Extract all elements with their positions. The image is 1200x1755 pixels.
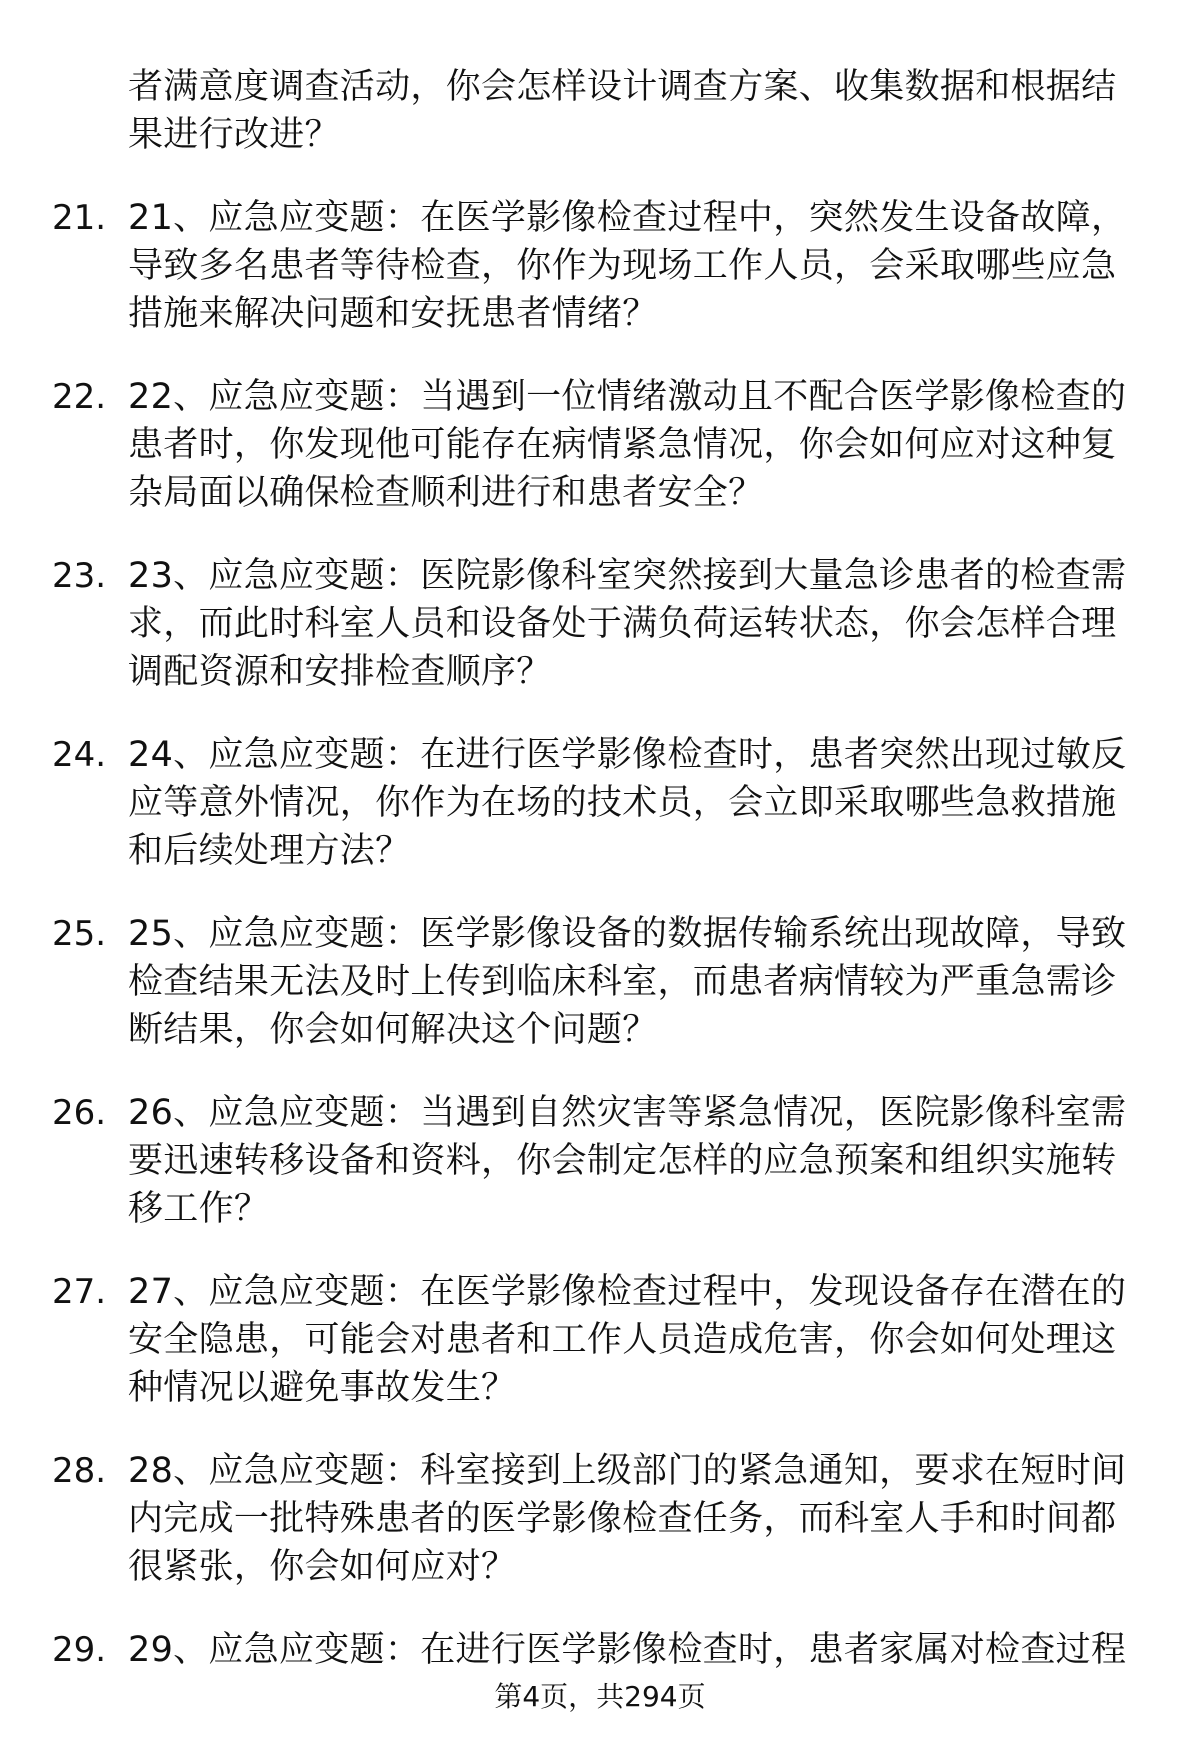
document-body xyxy=(0,63,1200,1674)
question-continuation xyxy=(0,63,1200,159)
page-footer: 第4页，共294页 xyxy=(494,1680,706,1713)
question-line: 调配资源和安排检查顺序？ xyxy=(128,652,552,692)
question-line: 果进行改进？ xyxy=(128,115,340,155)
question-line: 29、应急应变题：在进行医学影像检查时，患者家属对检查过程 xyxy=(128,1630,1127,1670)
question-line: 24、应急应变题：在进行医学影像检查时，患者突然出现过敏反 xyxy=(128,735,1127,775)
question-item xyxy=(0,1626,1200,1674)
question-line: 措施来解决问题和安抚患者情绪？ xyxy=(128,294,658,334)
question-number: 28. xyxy=(52,1451,107,1491)
question-number: 21. xyxy=(52,198,107,238)
question-item xyxy=(0,194,1200,338)
question-number: 24. xyxy=(52,735,107,775)
question-line: 种情况以避免事故发生？ xyxy=(128,1368,517,1408)
question-line: 患者时，你发现他可能存在病情紧急情况，你会如何应对这种复 xyxy=(128,425,1117,465)
question-line: 22、应急应变题：当遇到一位情绪激动且不配合医学影像检查的 xyxy=(128,377,1127,417)
question-item xyxy=(0,910,1200,1054)
question-line: 25、应急应变题：医学影像设备的数据传输系统出现故障，导致 xyxy=(128,914,1127,954)
question-line: 检查结果无法及时上传到临床科室，而患者病情较为严重急需诊 xyxy=(128,962,1117,1002)
question-item xyxy=(0,1447,1200,1591)
question-line: 者满意度调查活动，你会怎样设计调查方案、收集数据和根据结 xyxy=(128,67,1117,107)
question-line: 和后续处理方法？ xyxy=(128,831,411,871)
question-line: 导致多名患者等待检查，你作为现场工作人员，会采取哪些应急 xyxy=(128,246,1117,286)
question-line: 26、应急应变题：当遇到自然灾害等紧急情况，医院影像科室需 xyxy=(128,1093,1127,1133)
question-line: 安全隐患，可能会对患者和工作人员造成危害，你会如何处理这 xyxy=(128,1320,1117,1360)
question-number: 26. xyxy=(52,1093,107,1133)
question-item xyxy=(0,731,1200,875)
question-line: 移工作？ xyxy=(128,1189,270,1229)
question-line: 内完成一批特殊患者的医学影像检查任务，而科室人手和时间都 xyxy=(128,1499,1117,1539)
question-line: 应等意外情况，你作为在场的技术员，会立即采取哪些急救措施 xyxy=(128,783,1117,823)
question-line: 杂局面以确保检查顺利进行和患者安全？ xyxy=(128,473,764,513)
question-item xyxy=(0,373,1200,517)
question-line: 28、应急应变题：科室接到上级部门的紧急通知，要求在短时间 xyxy=(128,1451,1127,1491)
question-number: 22. xyxy=(52,377,107,417)
question-item xyxy=(0,1268,1200,1412)
question-line: 要迅速转移设备和资料，你会制定怎样的应急预案和组织实施转 xyxy=(128,1141,1117,1181)
question-number: 23. xyxy=(52,556,107,596)
question-item xyxy=(0,1089,1200,1233)
question-number: 29. xyxy=(52,1630,107,1670)
question-number: 25. xyxy=(52,914,107,954)
question-line: 求，而此时科室人员和设备处于满负荷运转状态，你会怎样合理 xyxy=(128,604,1117,644)
question-number: 27. xyxy=(52,1272,107,1312)
question-line: 很紧张，你会如何应对？ xyxy=(128,1547,517,1587)
question-line: 断结果，你会如何解决这个问题？ xyxy=(128,1010,658,1050)
question-item xyxy=(0,552,1200,696)
question-line: 23、应急应变题：医院影像科室突然接到大量急诊患者的检查需 xyxy=(128,556,1127,596)
question-line: 27、应急应变题：在医学影像检查过程中，发现设备存在潜在的 xyxy=(128,1272,1127,1312)
question-line: 21、应急应变题：在医学影像检查过程中，突然发生设备故障， xyxy=(128,198,1127,238)
